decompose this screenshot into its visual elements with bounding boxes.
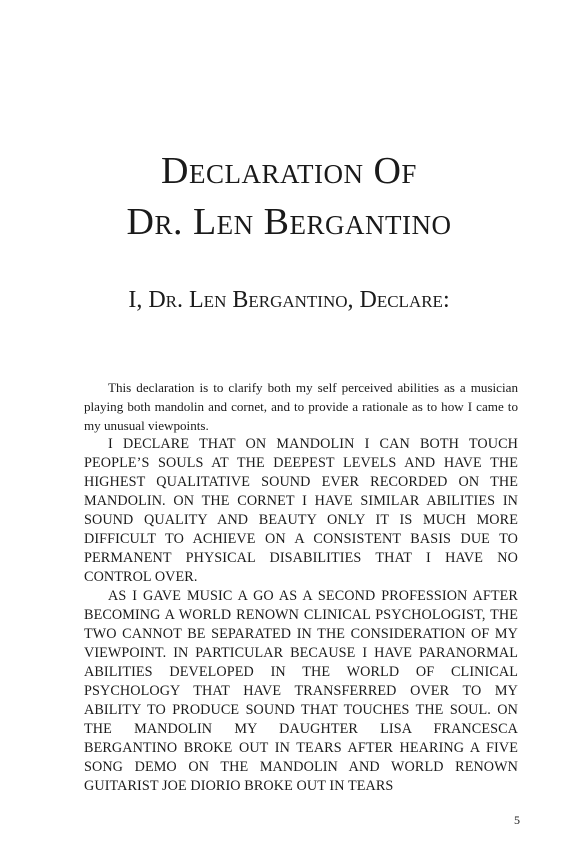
page-number: 5 [514,813,520,827]
body-paragraph-music-psychology: AS I GAVE MUSIC A GO AS A SECOND PROFESSION AFTER BECOMING A WORLD RENOWN CLINICAL PSYCHOLOGIST, THE TWO CANNOT BE SEPARATED IN THE CONSIDERATION OF MY VIEWPOINT. IN PARTICULAR BECAUSE I HAVE PARANORMAL ABILITIES DEVELOPED IN THE WORLD OF CLINICAL PSYCHOLOGY THAT HAVE TRANSFERRED OVER TO MY ABILITY TO PRODUCE SOUND THAT TOUCHES THE SOUL. ON THE MANDOLIN MY DAUGHTER LISA FRANCESCA BERGANTINO BROKE OUT IN TEARS AFTER HEARING A FIVE SONG DEMO ON THE MANDOLIN AND WORLD RENOWN GUITARIST JOE DIORIO BROKE OUT IN TEARS [84,588,518,794]
declaration-subtitle: I, Dr. Len Bergantino, Declare: [128,287,450,313]
body-paragraph-mandolin-cornet: I DECLARE THAT ON MANDOLIN I CAN BOTH TOUCH PEOPLE’S SOULS AT THE DEEPEST LEVELS AND HAVE THE HIGHEST QUALITATIVE SOUND EVER RECORDED ON THE MANDOLIN. ON THE CORNET I HAVE SIMILAR ABILITIES IN SOUND QUALITY AND BEAUTY ONLY IT IS MUCH MORE DIFFICULT TO ACHIEVE ON A CONSISTENT BASIS DUE TO PERMANENT PHYSICAL DISABILITIES THAT I HAVE NO CONTROL OVER. [84,436,518,585]
body-paragraph-intro: This declaration is to clarify both my self perceived abilities as a musician playing both mandolin and cornet, and to provide a rationale as to how I came to my unusual viewpoints. [84,380,518,433]
document-title-line-1: Declaration Of [161,150,417,192]
declaration-body [84,378,518,796]
document-title-line-2: Dr. Len Bergantino [126,201,452,243]
